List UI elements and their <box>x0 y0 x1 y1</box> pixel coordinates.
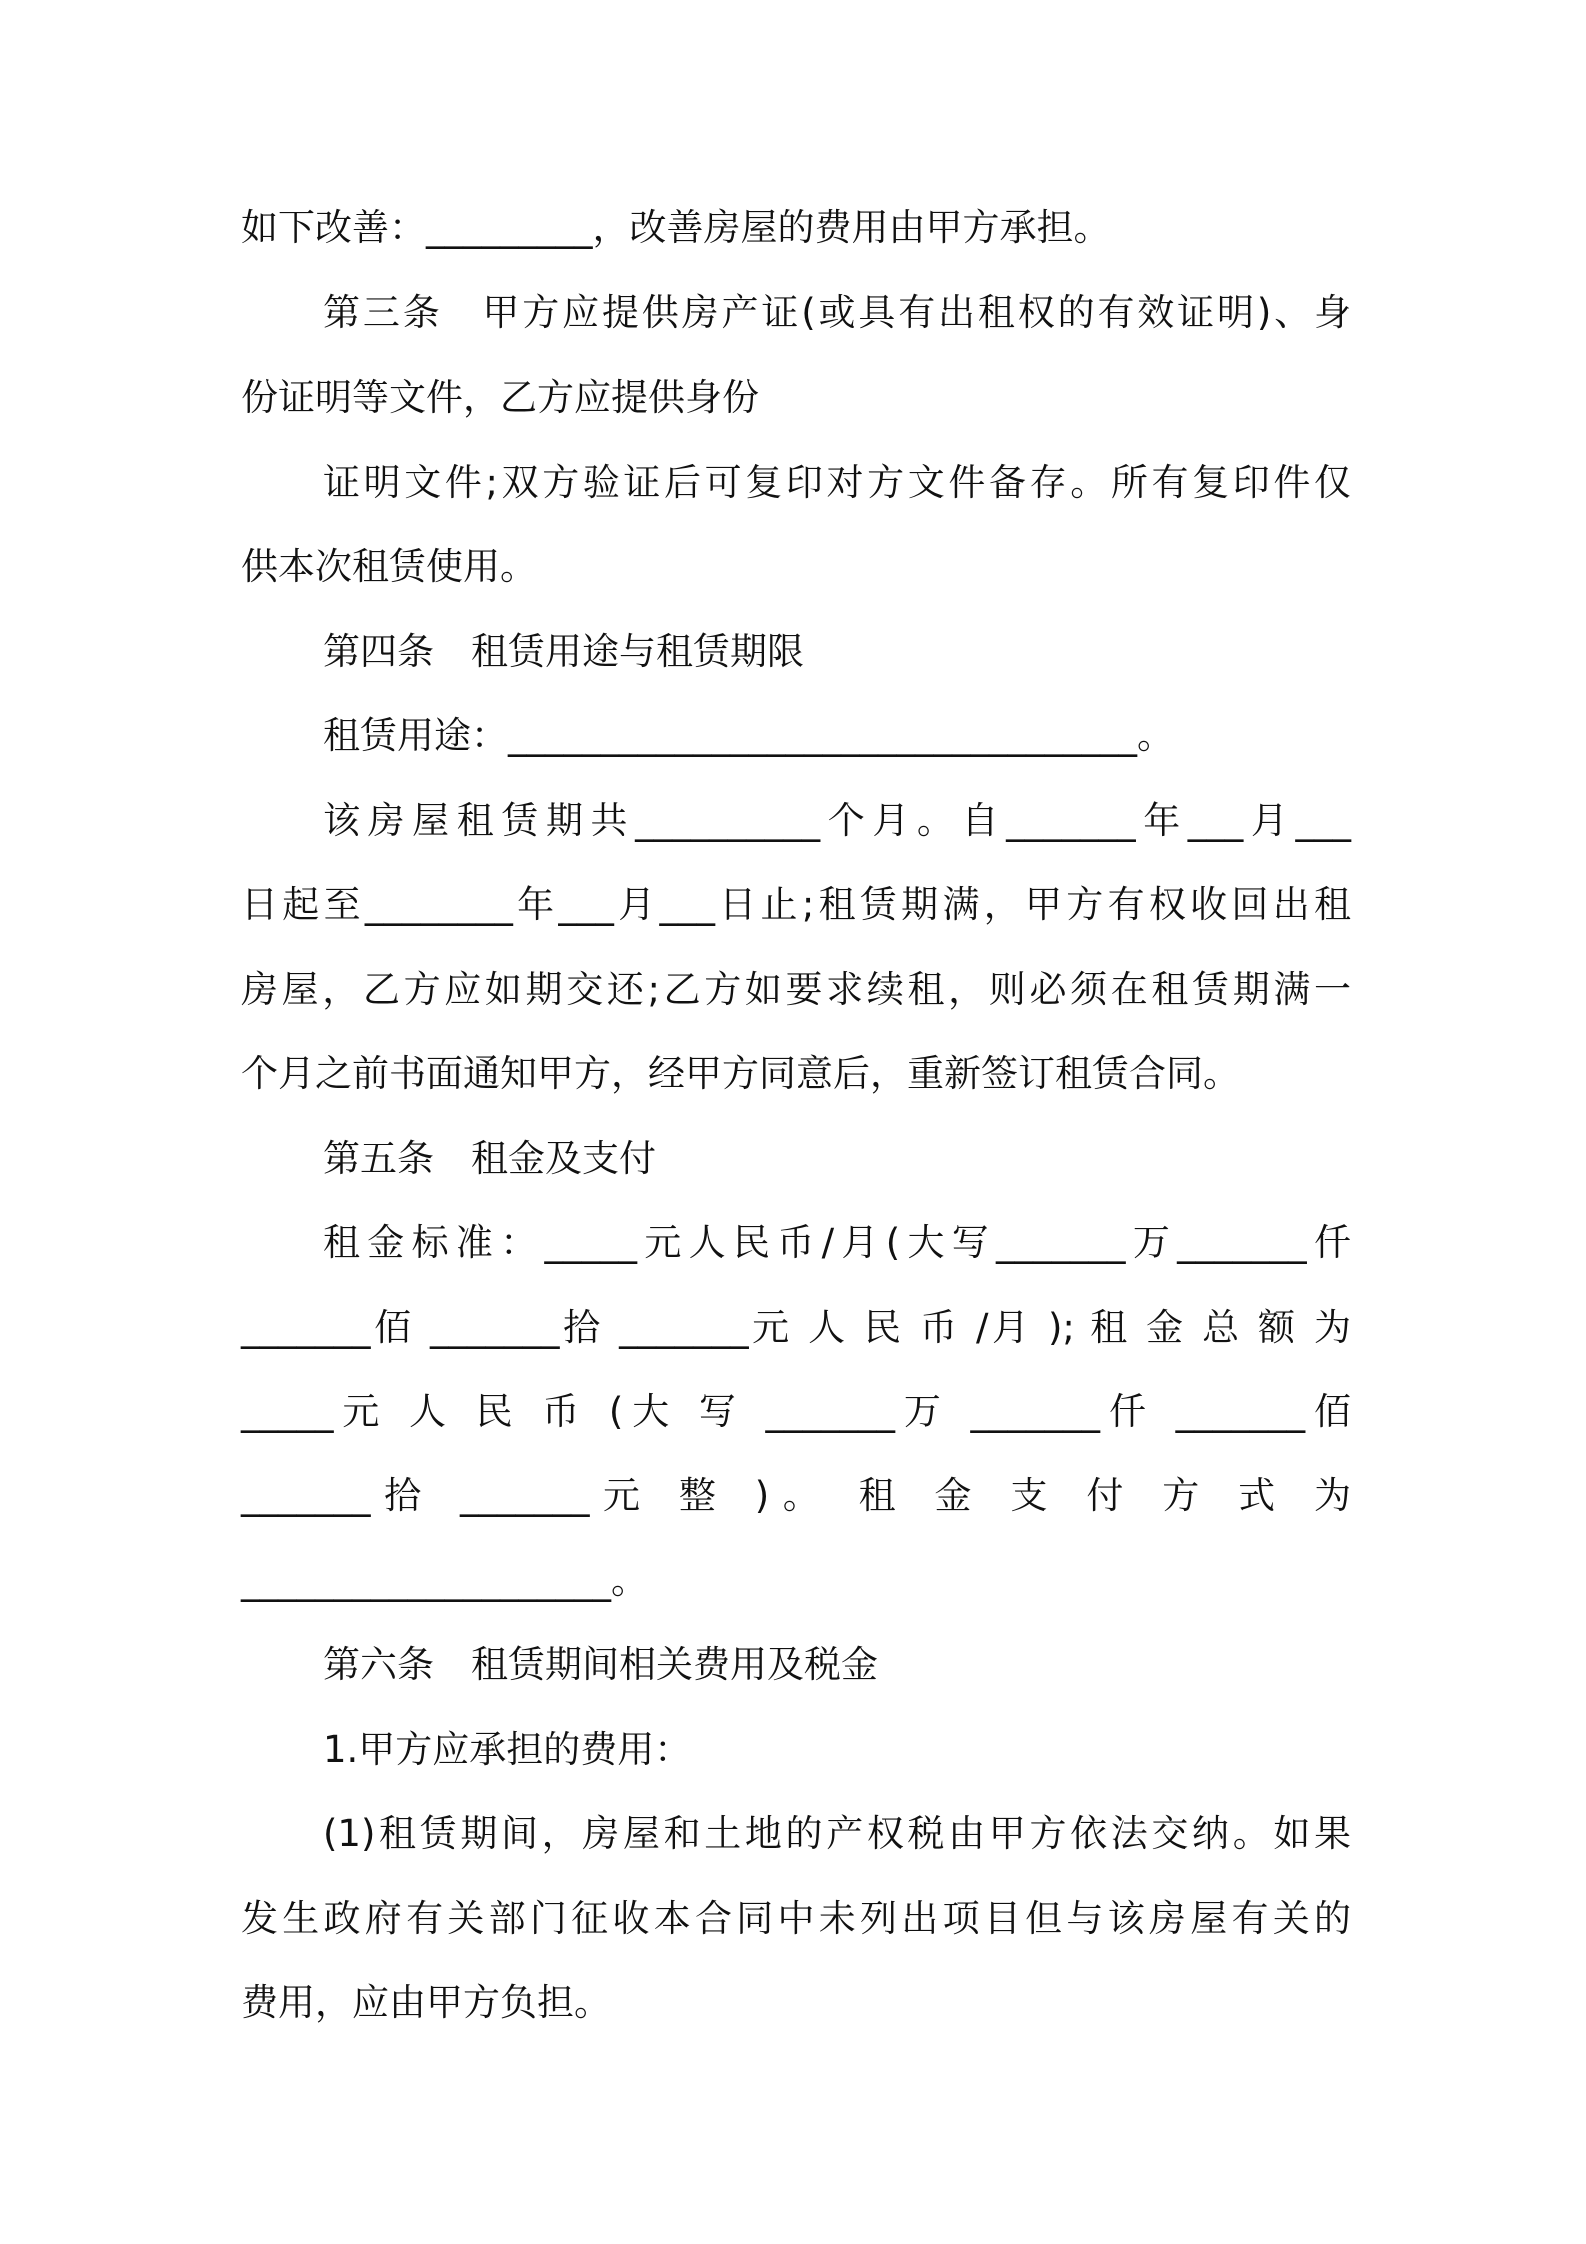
lease-term-line-2: 日起至________年___月___日止;租赁期满，甲方有权收回出租 <box>241 883 1351 926</box>
article-5-heading: 第五条 租金及支付 <box>323 1137 656 1180</box>
fee-clause-line-2: 发生政府有关部门征收本合同中未列出项目但与该房屋有关的 <box>241 1897 1351 1940</box>
rent-standard-line-1: 租金标准：_____元人民币/月(大写_______万_______仟 <box>323 1221 1351 1264</box>
lease-purpose-line: 租赁用途：__________________________________。 <box>323 714 1174 757</box>
article-3-line-1: 第三条 甲方应提供房产证(或具有出租权的有效证明)、身 <box>323 291 1351 334</box>
article-6-heading: 第六条 租赁期间相关费用及税金 <box>323 1643 878 1686</box>
lease-term-line-3: 房屋，乙方应如期交还;乙方如要求续租，则必须在租赁期满一 <box>241 968 1351 1011</box>
rent-standard-line-2: _______佰 _______拾 _______元 人 民 币 /月 ); 租 金 总 额 为 <box>241 1306 1351 1349</box>
article-4-heading: 第四条 租赁用途与租赁期限 <box>323 630 804 673</box>
lease-term-line-1: 该房屋租赁期共__________个月。自_______年___月___ <box>323 799 1351 842</box>
improvement-line: 如下改善：_________，改善房屋的费用由甲方承担。 <box>241 206 1111 249</box>
fees-section-title: 1.甲方应承担的费用： <box>323 1728 692 1771</box>
rent-standard-line-4: _______拾 _______元 整 )。 租 金 支 付 方 式 为 <box>241 1474 1351 1517</box>
rent-standard-line-3: _____元 人 民 币 (大 写 _______万 _______仟 _______佰 <box>241 1390 1351 1433</box>
fee-clause-line-3: 费用，应由甲方负担。 <box>241 1981 611 2024</box>
fee-clause-line-1: (1)租赁期间，房屋和土地的产权税由甲方依法交纳。如果 <box>323 1812 1351 1855</box>
article-3-line-3: 证明文件;双方验证后可复印对方文件备存。所有复印件仅 <box>323 461 1351 504</box>
article-3-line-4: 供本次租赁使用。 <box>241 545 537 588</box>
payment-method-line: ____________________。 <box>241 1559 648 1602</box>
lease-term-line-4: 个月之前书面通知甲方，经甲方同意后，重新签订租赁合同。 <box>241 1052 1240 1095</box>
article-3-line-2: 份证明等文件，乙方应提供身份 <box>241 376 759 419</box>
